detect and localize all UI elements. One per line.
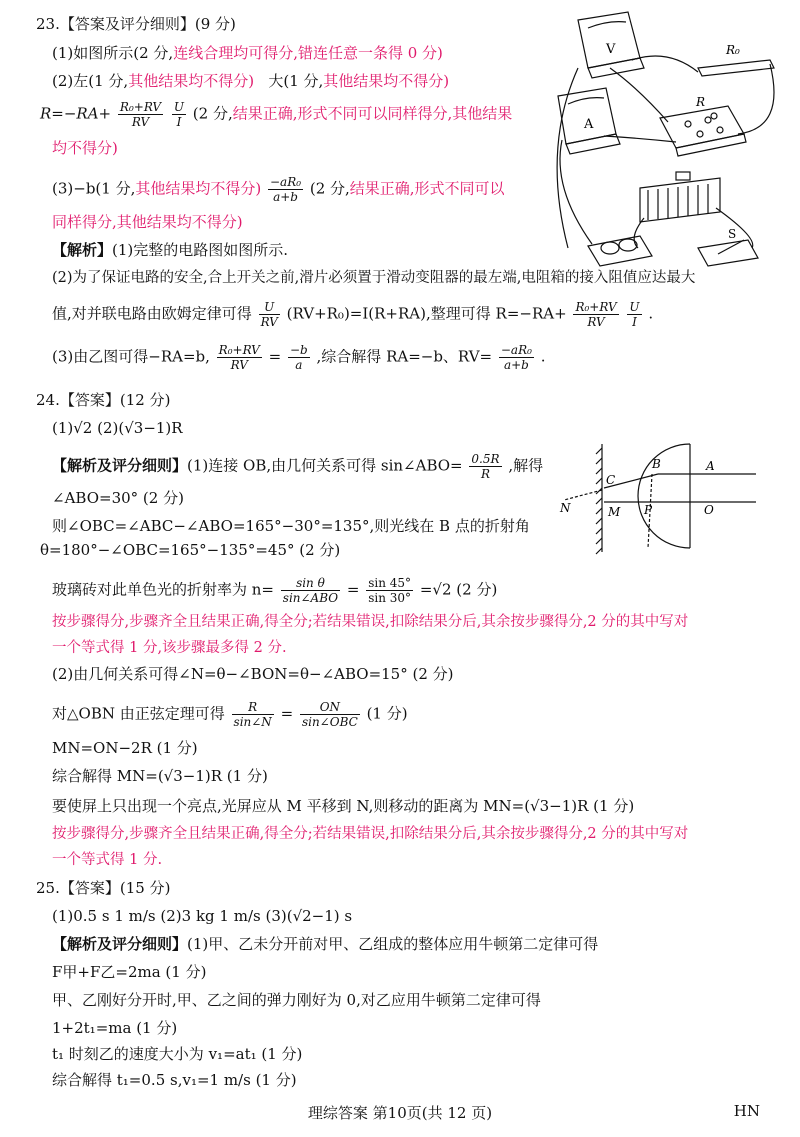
optics-label-a: A — [706, 459, 715, 473]
s-label: S — [728, 227, 737, 241]
optics-label-n: N — [560, 501, 571, 515]
q25-solution3: 甲、乙刚好分开时,甲、乙之间的弹力刚好为 0,对乙应用牛顿第二定律可得 — [52, 991, 541, 1009]
q24-answer: (1)√2 (2)(√3−1)R — [52, 419, 183, 437]
q24-solution3: 则∠OBC=∠ABC−∠ABO=165°−30°=135°,则光线在 B 点的折射角 — [52, 517, 530, 535]
voltmeter-label: V — [606, 42, 616, 57]
circuit-figure — [548, 8, 788, 270]
optics-label-c: C — [606, 473, 616, 487]
ammeter-label: A — [584, 117, 594, 132]
q25-solution1: 【解析及评分细则】(1)甲、乙未分开前对甲、乙组成的整体应用牛顿第二定律可得 — [52, 935, 599, 953]
q24-solution4: θ=180°−∠OBC=165°−135°=45° (2 分) — [40, 541, 341, 559]
q23-line4: (3)−b(1 分,其他结果均不得分) $\frac{\text{−aR₀}}{a+b}$ (2 分,结果正确,形式不同可以 — [52, 175, 505, 204]
q25-solution5: t₁ 时刻乙的速度大小为 v₁=at₁ (1 分) — [52, 1045, 303, 1063]
q24-note2: 一个等式得 1 分,该步骤最多得 2 分. — [52, 640, 287, 656]
r-label: R — [696, 95, 706, 109]
q24-header: 24.【答案】(12 分) — [36, 391, 171, 409]
optics-label-m: M — [608, 505, 621, 519]
footer-code: HN — [733, 1102, 760, 1120]
optics-label-b: B — [652, 457, 661, 471]
q23-analysis1: 【解析】(1)完整的电路图如图所示. — [52, 241, 289, 259]
q25-header: 25.【答案】(15 分) — [36, 879, 171, 897]
q23-analysis3: 值,对并联电路由欧姆定律可得 $\frac{U}{RV}$ (RV+R₀)=I(R+RA),整理可得 R=−RA+ $\frac{\text{R₀+RV}}{RV}$ $\frac{U}{I}$ . — [52, 300, 654, 329]
q24-solution10: 要使屏上只出现一个亮点,光屏应从 M 平移到 N,则移动的距离为 MN=(√3−1)R (1 分) — [52, 797, 635, 815]
optics-label-p: P — [644, 503, 653, 517]
q23-line3: 均不得分) — [52, 139, 118, 157]
page-footer: 理综答案 第10页(共 12 页) — [307, 1104, 493, 1122]
q24-solution2: ∠ABO=30° (2 分) — [52, 489, 184, 507]
q23-line5: 同样得分,其他结果均不得分) — [52, 213, 243, 231]
q25-solution2: F甲+F乙=2ma (1 分) — [52, 963, 207, 981]
q25-solution6: 综合解得 t₁=0.5 s,v₁=1 m/s (1 分) — [52, 1071, 297, 1089]
q24-note4: 一个等式得 1 分. — [52, 852, 163, 868]
optics-label-o: O — [704, 503, 714, 517]
optics-figure — [556, 440, 776, 558]
q25-answer: (1)0.5 s 1 m/s (2)3 kg 1 m/s (3)(√2−1) s — [52, 907, 353, 925]
q24-solution7: 对△OBN 由正弦定理可得 $\frac{R}{\sin\angle N}$ = ON sin∠OBC (1 分) — [52, 700, 408, 729]
q24-solution6: (2)由几何关系可得∠N=θ−∠BON=θ−∠ABO=15° (2 分) — [52, 665, 454, 683]
q24-note1: 按步骤得分,步骤齐全且结果正确,得全分;若结果错误,扣除结果分后,其余按步骤得分,2 分的其中写对 — [52, 614, 689, 630]
q24-solution9: 综合解得 MN=(√3−1)R (1 分) — [52, 767, 268, 785]
q23-analysis4: (3)由乙图可得−RA=b, $\frac{\text{R₀+RV}}{RV}$ = $\frac{-b}{a}$ ,综合解得 RA=−b、RV= $\frac{\text{−aR₀}}{a+b}$ . — [52, 343, 546, 372]
q23-header: 23.【答案及评分细则】(9 分) — [36, 15, 236, 33]
q25-solution4: 1+2t₁=ma (1 分) — [52, 1019, 178, 1037]
q23-analysis2: (2)为了保证电路的安全,合上开关之前,滑片必须置于滑动变阻器的最左端,电阻箱的接入阻值应达最大 — [52, 270, 696, 286]
q24-solution5: 玻璃砖对此单色光的折射率为 n= sin θ sin∠ABO = $\frac{\sin 45^\circ}{\sin 30^\circ}$ =√2 (2 分) — [52, 576, 498, 605]
q24-solution8: MN=ON−2R (1 分) — [52, 739, 198, 757]
q23-formula: R=−RA+ $\frac{\text{R₀+RV}}{RV}$ $\frac{U}{I}$ (2 分,结果正确,形式不同可以同样得分,其他结果 — [40, 100, 513, 129]
q24-note3: 按步骤得分,步骤齐全且结果正确,得全分;若结果错误,扣除结果分后,其余按步骤得分,2 分的其中写对 — [52, 826, 689, 842]
r0-label: R₀ — [726, 43, 740, 57]
q23-line2: (2)左(1 分,其他结果均不得分) 大(1 分,其他结果均不得分) — [52, 72, 450, 90]
q24-solution1: 【解析及评分细则】(1)连接 OB,由几何关系可得 sin∠ABO= $\frac{0.5R}{R}$ ,解得 — [52, 452, 544, 481]
q23-line1: (1)如图所示(2 分,连线合理均可得分,错连任意一条得 0 分) — [52, 44, 443, 62]
